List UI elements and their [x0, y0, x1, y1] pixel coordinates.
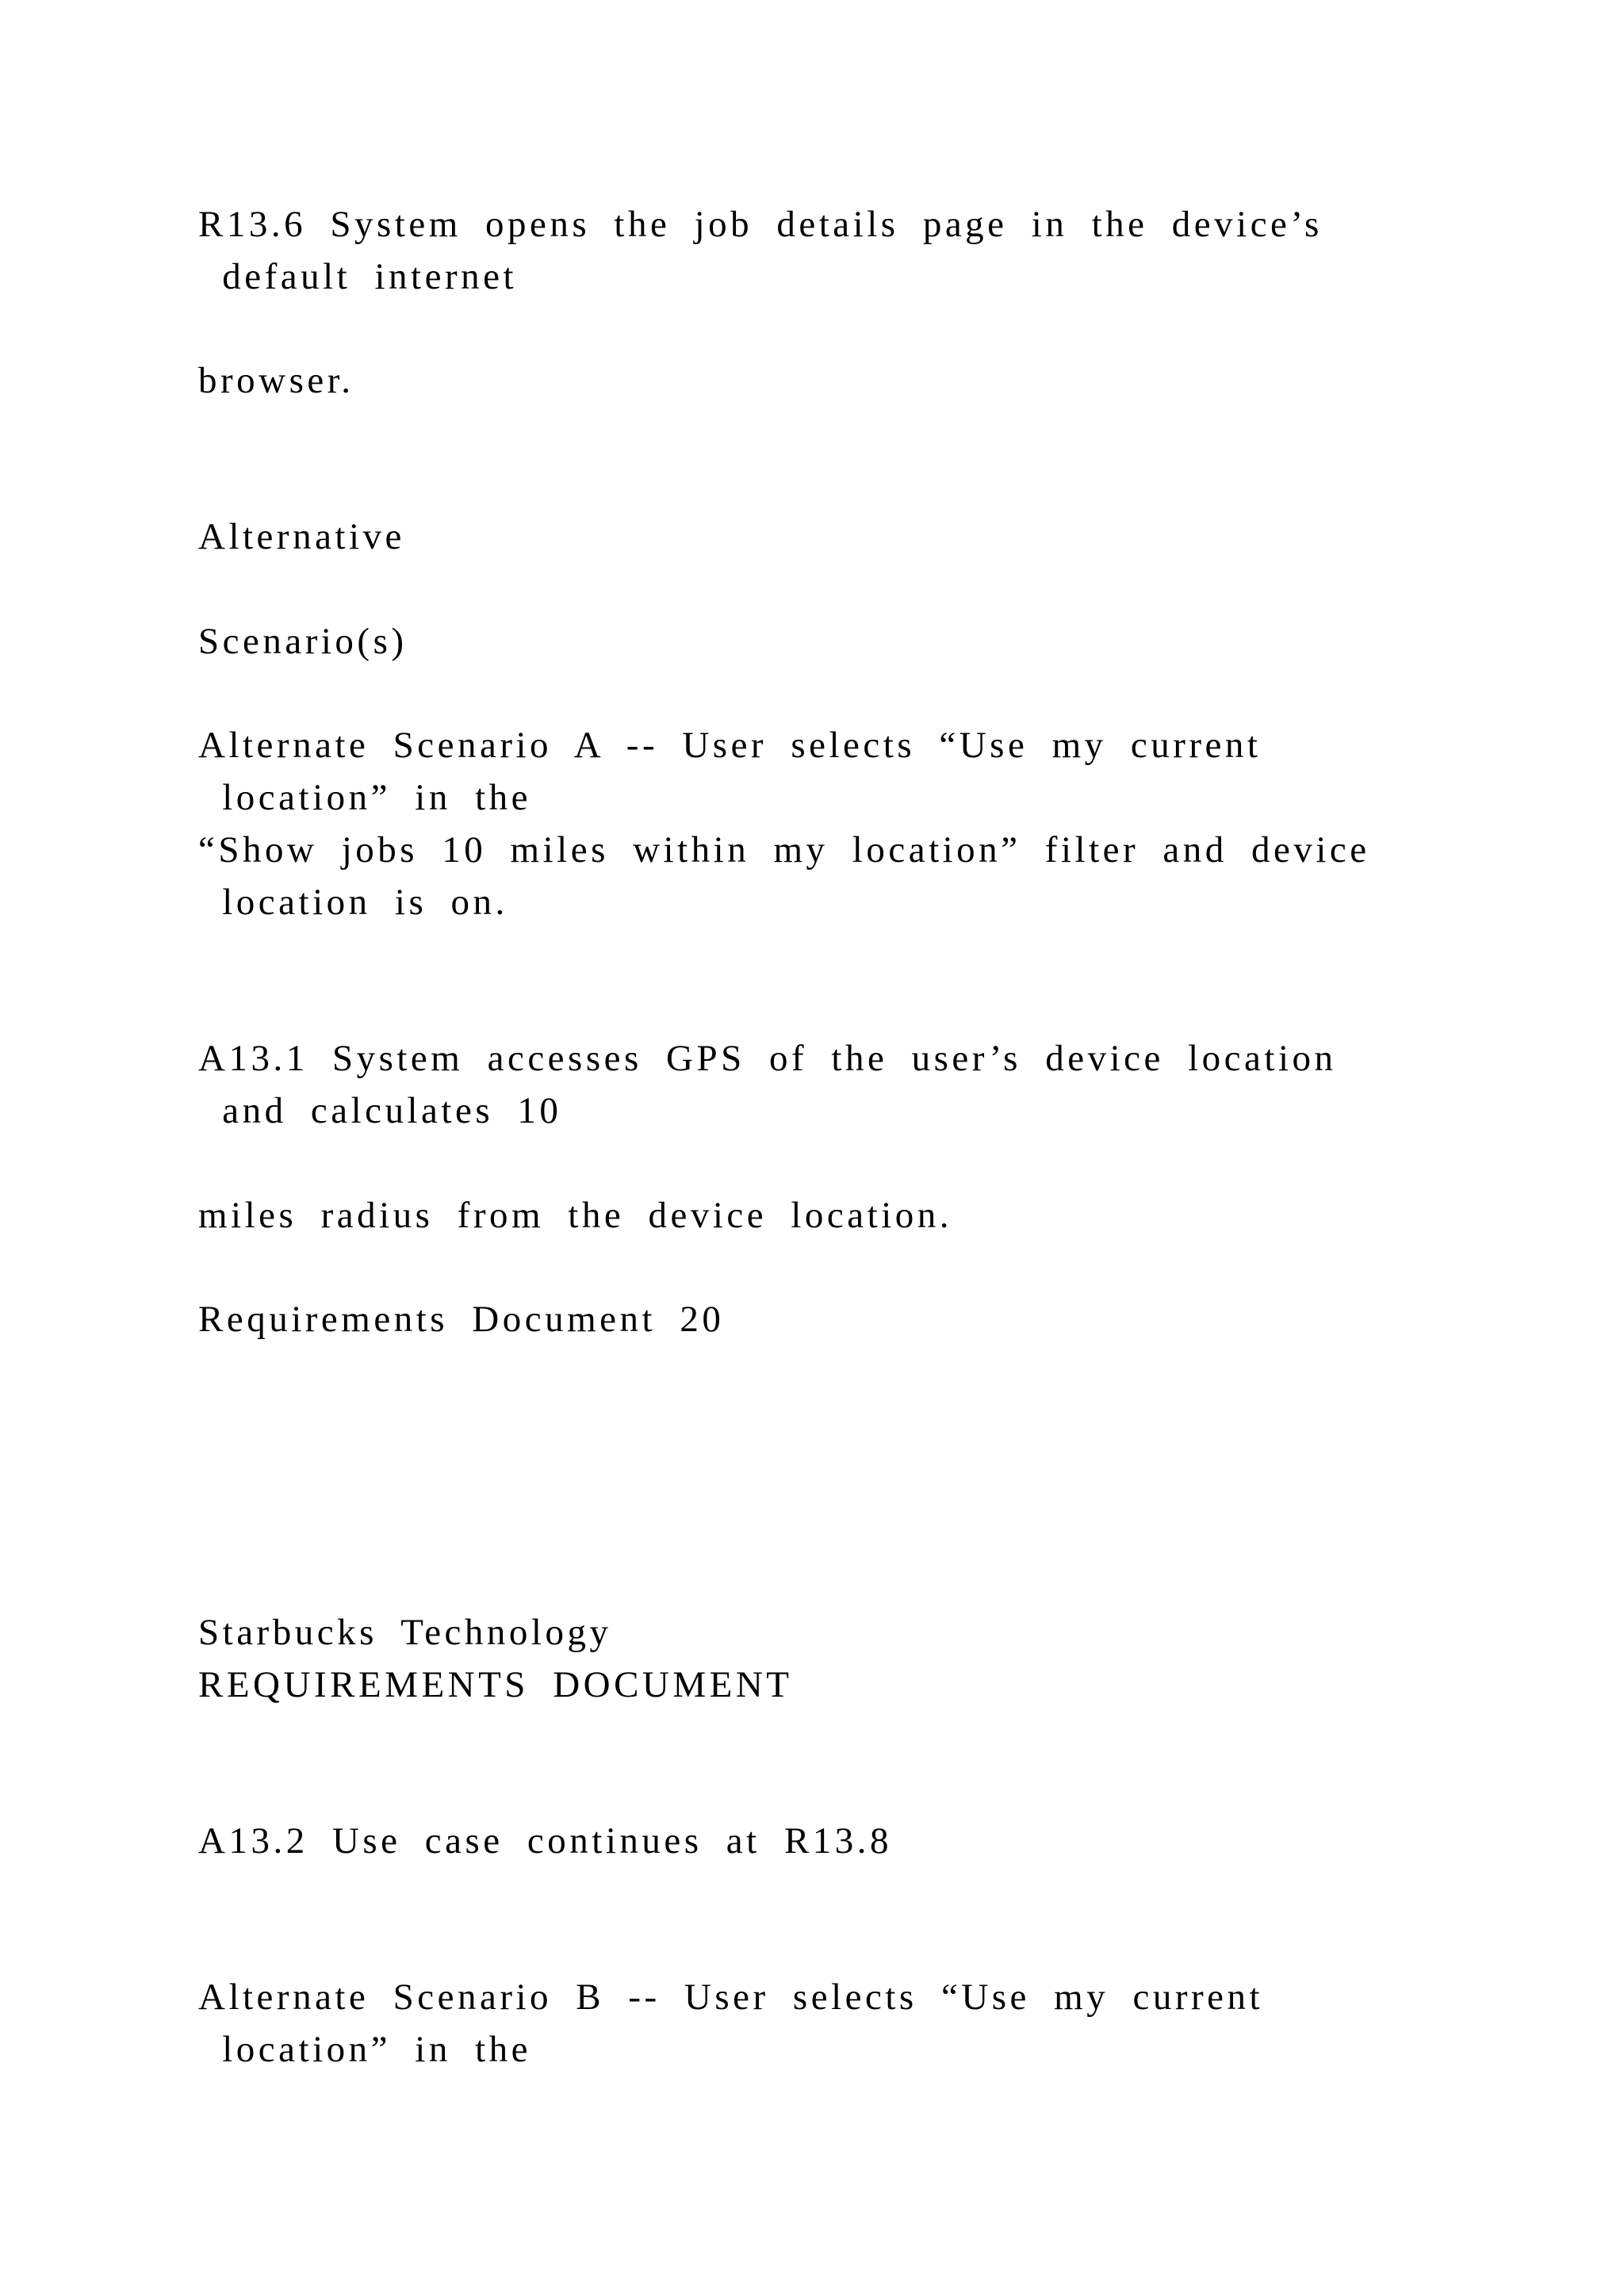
section-heading: Scenario(s) [198, 621, 408, 662]
text-line: R13.6 System opens the job details page in the device’s [198, 204, 1323, 245]
page-footer: Requirements Document 20 [198, 1299, 725, 1340]
text-line: “Show jobs 10 miles within my location” filter and device [198, 829, 1370, 871]
text-line: Alternate Scenario A -- User selects “Use my current [198, 725, 1262, 766]
text-line: A13.2 Use case continues at R13.8 [198, 1820, 893, 1862]
text-line: Alternate Scenario B -- User selects “Use my current [198, 1976, 1264, 2018]
text-line: location” in the [198, 777, 531, 818]
text-line: location” in the [198, 2029, 531, 2070]
text-line: A13.1 System accesses GPS of the user’s device location [198, 1038, 1337, 1079]
section-heading: Alternative [198, 516, 405, 557]
page-header-title: REQUIREMENTS DOCUMENT [198, 1664, 793, 1705]
text-line: browser. [198, 360, 354, 401]
text-line: miles radius from the device location. [198, 1195, 953, 1236]
text-line: and calculates 10 [198, 1090, 562, 1131]
text-line: location is on. [198, 882, 508, 923]
page-header-company: Starbucks Technology [198, 1612, 612, 1653]
text-line: default internet [198, 256, 518, 297]
